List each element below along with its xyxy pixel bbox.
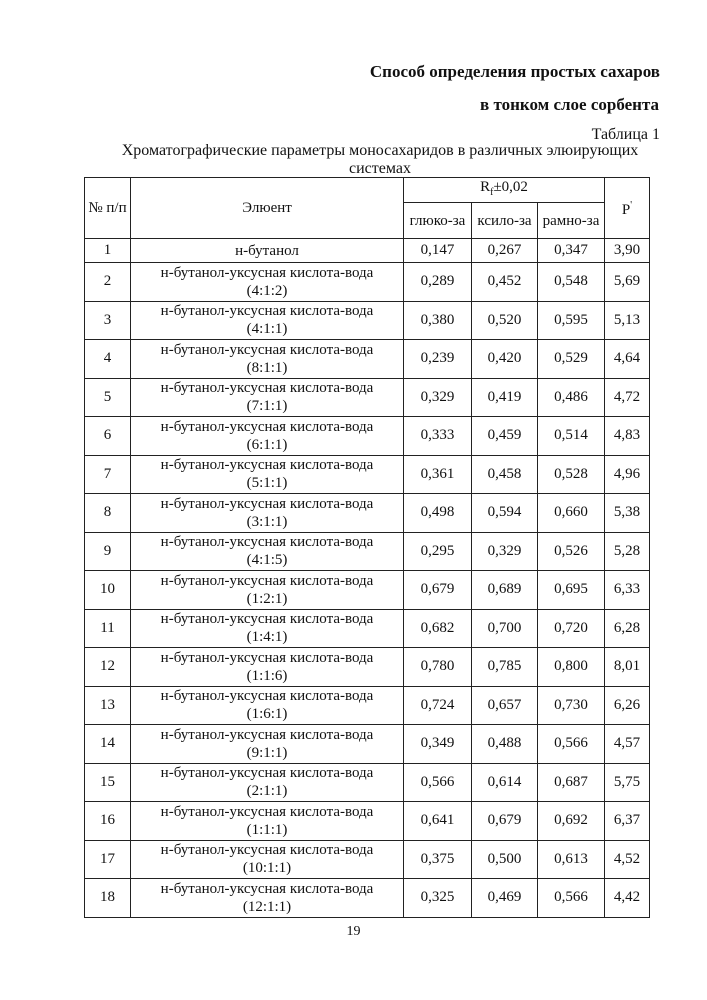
table-row [85, 494, 650, 533]
rf-rhamnose: 0,695 [538, 571, 605, 610]
eluent-ratio: (3:1:1) [246, 513, 288, 530]
header-rhamnose: рамно-за [538, 203, 605, 239]
row-number: 8 [85, 494, 131, 533]
eluent-name: н-бутанол-уксусная кислота-вода [160, 880, 374, 897]
document-title-line-1: Способ определения простых сахаров [369, 62, 660, 81]
header-rf [404, 178, 605, 203]
p-value: 4,52 [605, 840, 650, 879]
eluent-ratio: (9:1:1) [246, 744, 288, 761]
eluent-name: н-бутанол-уксусная кислота-вода [160, 418, 374, 435]
header-p-mark: ' [630, 200, 633, 211]
row-eluent [131, 686, 404, 725]
table-row [85, 378, 650, 417]
rf-xylose: 0,469 [472, 879, 538, 918]
rf-glucose: 0,329 [404, 378, 472, 417]
rf-rhamnose: 0,595 [538, 301, 605, 340]
table-caption: Хроматографические параметры моносахаридов в различных элюирующих системах [121, 142, 639, 177]
table-row [85, 763, 650, 802]
header-eluent: Элюент [131, 178, 404, 239]
chromatography-table [84, 177, 650, 918]
rf-xylose: 0,614 [472, 763, 538, 802]
row-number: 16 [85, 802, 131, 841]
table-row [85, 455, 650, 494]
page-number: 19 [346, 924, 361, 939]
row-eluent [131, 263, 404, 302]
document-title-line-2: в тонком слое сорбента [480, 95, 659, 114]
eluent-name: н-бутанол-уксусная кислота-вода [160, 380, 374, 397]
eluent-name: н-бутанол-уксусная кислота-вода [160, 765, 374, 782]
rf-xylose: 0,657 [472, 686, 538, 725]
eluent-name: н-бутанол-уксусная кислота-вода [160, 572, 374, 589]
rf-glucose: 0,641 [404, 802, 472, 841]
rf-xylose: 0,594 [472, 494, 538, 533]
row-number: 12 [85, 648, 131, 687]
p-value: 4,64 [605, 340, 650, 379]
row-eluent [131, 609, 404, 648]
rf-glucose: 0,375 [404, 840, 472, 879]
header-number: № п/п [85, 178, 131, 239]
table-row [85, 840, 650, 879]
rf-rhamnose: 0,514 [538, 417, 605, 456]
eluent-name: н-бутанол-уксусная кислота-вода [160, 726, 374, 743]
eluent-ratio: (4:1:2) [246, 282, 288, 299]
row-eluent [131, 879, 404, 918]
rf-glucose: 0,361 [404, 455, 472, 494]
rf-glucose: 0,682 [404, 609, 472, 648]
eluent-ratio: (1:2:1) [246, 590, 288, 607]
rf-xylose: 0,689 [472, 571, 538, 610]
rf-xylose: 0,700 [472, 609, 538, 648]
row-eluent [131, 455, 404, 494]
table-row [85, 686, 650, 725]
eluent-name: н-бутанол-уксусная кислота-вода [160, 457, 374, 474]
p-value: 4,96 [605, 455, 650, 494]
table-row [85, 879, 650, 918]
eluent-ratio: (10:1:1) [242, 860, 292, 877]
rf-rhamnose: 0,528 [538, 455, 605, 494]
rf-xylose: 0,458 [472, 455, 538, 494]
rf-glucose: 0,780 [404, 648, 472, 687]
row-eluent [131, 648, 404, 687]
table-row [85, 648, 650, 687]
rf-glucose: 0,724 [404, 686, 472, 725]
table-row [85, 263, 650, 302]
rf-xylose: 0,679 [472, 802, 538, 841]
p-value: 5,13 [605, 301, 650, 340]
row-number: 18 [85, 879, 131, 918]
rf-glucose: 0,566 [404, 763, 472, 802]
row-number: 9 [85, 532, 131, 571]
eluent-ratio: (6:1:1) [246, 436, 288, 453]
row-number: 14 [85, 725, 131, 764]
rf-glucose: 0,289 [404, 263, 472, 302]
rf-rhamnose: 0,800 [538, 648, 605, 687]
row-eluent [131, 239, 404, 263]
rf-rhamnose: 0,692 [538, 802, 605, 841]
row-eluent [131, 378, 404, 417]
rf-xylose: 0,500 [472, 840, 538, 879]
rf-rhamnose: 0,613 [538, 840, 605, 879]
table-row [85, 301, 650, 340]
eluent-ratio: (2:1:1) [246, 783, 288, 800]
p-value: 3,90 [605, 239, 650, 263]
rf-xylose: 0,267 [472, 239, 538, 263]
eluent-name: н-бутанол-уксусная кислота-вода [160, 495, 374, 512]
rf-rhamnose: 0,347 [538, 239, 605, 263]
p-value: 5,69 [605, 263, 650, 302]
table-row [85, 725, 650, 764]
row-eluent [131, 340, 404, 379]
header-glucose: глюко-за [404, 203, 472, 239]
table-row [85, 532, 650, 571]
table-label: Таблица 1 [591, 126, 660, 143]
rf-xylose: 0,329 [472, 532, 538, 571]
row-number: 7 [85, 455, 131, 494]
eluent-name: н-бутанол [235, 242, 299, 259]
rf-rhamnose: 0,486 [538, 378, 605, 417]
table-body [85, 239, 650, 918]
rf-glucose: 0,325 [404, 879, 472, 918]
row-number: 2 [85, 263, 131, 302]
rf-xylose: 0,420 [472, 340, 538, 379]
p-value: 6,37 [605, 802, 650, 841]
header-rf-main: R [480, 179, 491, 195]
rf-rhamnose: 0,660 [538, 494, 605, 533]
row-number: 1 [85, 239, 131, 263]
eluent-ratio: (4:1:5) [246, 552, 288, 569]
p-value: 8,01 [605, 648, 650, 687]
eluent-name: н-бутанол-уксусная кислота-вода [160, 303, 374, 320]
eluent-ratio: (12:1:1) [242, 898, 292, 915]
table-row [85, 340, 650, 379]
eluent-name: н-бутанол-уксусная кислота-вода [160, 341, 374, 358]
p-value: 6,28 [605, 609, 650, 648]
eluent-name: н-бутанол-уксусная кислота-вода [160, 688, 374, 705]
rf-glucose: 0,147 [404, 239, 472, 263]
rf-xylose: 0,785 [472, 648, 538, 687]
rf-glucose: 0,239 [404, 340, 472, 379]
eluent-name: н-бутанол-уксусная кислота-вода [160, 842, 374, 859]
eluent-name: н-бутанол-уксусная кислота-вода [160, 803, 374, 820]
eluent-name: н-бутанол-уксусная кислота-вода [160, 611, 374, 628]
p-value: 4,72 [605, 378, 650, 417]
table-row [85, 571, 650, 610]
p-value: 4,83 [605, 417, 650, 456]
row-eluent [131, 571, 404, 610]
p-value: 4,57 [605, 725, 650, 764]
row-number: 6 [85, 417, 131, 456]
header-xylose: ксило-за [472, 203, 538, 239]
row-number: 10 [85, 571, 131, 610]
rf-glucose: 0,295 [404, 532, 472, 571]
row-eluent [131, 763, 404, 802]
rf-xylose: 0,452 [472, 263, 538, 302]
row-eluent [131, 802, 404, 841]
eluent-ratio: (1:4:1) [246, 629, 288, 646]
eluent-ratio: (1:6:1) [246, 706, 288, 723]
header-p-letter: P [621, 202, 631, 218]
rf-rhamnose: 0,687 [538, 763, 605, 802]
rf-xylose: 0,459 [472, 417, 538, 456]
header-p [605, 178, 650, 239]
table-row [85, 417, 650, 456]
eluent-name: н-бутанол-уксусная кислота-вода [160, 264, 374, 281]
row-number: 15 [85, 763, 131, 802]
p-value: 6,33 [605, 571, 650, 610]
eluent-ratio: (8:1:1) [246, 359, 288, 376]
row-number: 5 [85, 378, 131, 417]
rf-rhamnose: 0,720 [538, 609, 605, 648]
eluent-ratio: (1:1:6) [246, 667, 288, 684]
row-eluent [131, 532, 404, 571]
p-value: 5,75 [605, 763, 650, 802]
p-value: 6,26 [605, 686, 650, 725]
row-number: 11 [85, 609, 131, 648]
eluent-ratio: (4:1:1) [246, 321, 288, 338]
row-number: 4 [85, 340, 131, 379]
rf-glucose: 0,380 [404, 301, 472, 340]
p-value: 4,42 [605, 879, 650, 918]
rf-glucose: 0,333 [404, 417, 472, 456]
row-number: 17 [85, 840, 131, 879]
rf-rhamnose: 0,566 [538, 879, 605, 918]
rf-xylose: 0,520 [472, 301, 538, 340]
row-eluent [131, 725, 404, 764]
eluent-ratio: (1:1:1) [246, 821, 288, 838]
eluent-name: н-бутанол-уксусная кислота-вода [160, 649, 374, 666]
row-number: 13 [85, 686, 131, 725]
table-row [85, 802, 650, 841]
rf-xylose: 0,419 [472, 378, 538, 417]
header-rf-tail: ±0,02 [493, 179, 528, 195]
row-eluent [131, 417, 404, 456]
rf-xylose: 0,488 [472, 725, 538, 764]
rf-rhamnose: 0,730 [538, 686, 605, 725]
eluent-ratio: (7:1:1) [246, 398, 288, 415]
rf-rhamnose: 0,548 [538, 263, 605, 302]
row-eluent [131, 301, 404, 340]
table-row [85, 239, 650, 263]
rf-rhamnose: 0,566 [538, 725, 605, 764]
eluent-ratio: (5:1:1) [246, 475, 288, 492]
eluent-name: н-бутанол-уксусная кислота-вода [160, 534, 374, 551]
rf-glucose: 0,498 [404, 494, 472, 533]
table-row [85, 609, 650, 648]
rf-rhamnose: 0,529 [538, 340, 605, 379]
rf-glucose: 0,349 [404, 725, 472, 764]
row-number: 3 [85, 301, 131, 340]
rf-rhamnose: 0,526 [538, 532, 605, 571]
row-eluent [131, 840, 404, 879]
header-rf-sub: f [490, 187, 494, 198]
rf-glucose: 0,679 [404, 571, 472, 610]
p-value: 5,38 [605, 494, 650, 533]
row-eluent [131, 494, 404, 533]
p-value: 5,28 [605, 532, 650, 571]
